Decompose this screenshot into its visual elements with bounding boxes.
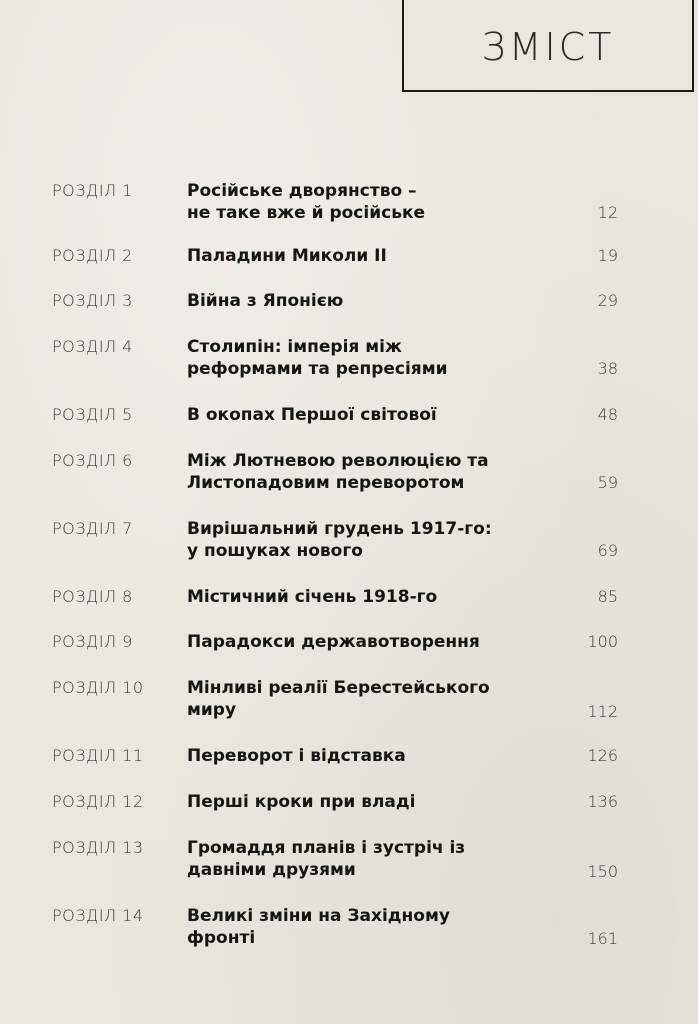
chapter-label: РОЗДІЛ 2 [52, 246, 133, 265]
chapter-title: Переворот і відставка [187, 746, 406, 766]
page-number: 29 [597, 291, 618, 310]
chapter-label: РОЗДІЛ 3 [52, 291, 133, 310]
page-number: 38 [597, 359, 618, 378]
chapter-label: РОЗДІЛ 9 [52, 632, 133, 651]
page-number: 100 [587, 632, 618, 651]
page-number: 59 [597, 473, 618, 492]
chapter-title: Перші кроки при владі [187, 792, 416, 812]
chapter-title: Столипін: імперія між реформами та репресіями [187, 337, 448, 379]
chapter-label: РОЗДІЛ 8 [52, 587, 133, 606]
chapter-title: Паладини Миколи ІІ [187, 246, 387, 266]
chapter-title: Містичний січень 1918-го [187, 587, 438, 607]
chapter-title: Російське дворянство – не таке вже й російське [187, 181, 426, 223]
chapter-label: РОЗДІЛ 6 [52, 451, 133, 470]
page-number: 48 [597, 405, 618, 424]
page-number: 69 [597, 541, 618, 560]
chapter-label: РОЗДІЛ 4 [52, 337, 133, 356]
chapter-title: Громаддя планів і зустріч із давніми друзями [187, 838, 466, 880]
chapter-label: РОЗДІЛ 11 [52, 746, 144, 765]
page-number: 161 [587, 929, 618, 948]
page-number: 150 [587, 862, 618, 881]
chapter-label: РОЗДІЛ 5 [52, 405, 133, 424]
page-number: 136 [587, 792, 618, 811]
chapter-label: РОЗДІЛ 10 [52, 678, 144, 697]
page-number: 19 [597, 246, 618, 265]
contents-title-box [402, 0, 694, 92]
page-number: 85 [597, 587, 618, 606]
page-number: 112 [587, 702, 618, 721]
page-number: 12 [597, 203, 618, 222]
chapter-title: Парадокси державотворення [187, 632, 480, 652]
chapter-label: РОЗДІЛ 1 [52, 181, 133, 200]
chapter-title: Війна з Японією [187, 291, 344, 311]
chapter-title: Великі зміни на Західному фронті [187, 906, 450, 948]
page-number: 126 [587, 746, 618, 765]
chapter-label: РОЗДІЛ 13 [52, 838, 144, 857]
chapter-title: Між Лютневою революцією та Листопадовим переворотом [187, 451, 489, 493]
chapter-title: В окопах Першої світової [187, 405, 437, 425]
chapter-title: Мінливі реалії Берестейського миру [187, 678, 490, 720]
chapter-label: РОЗДІЛ 14 [52, 906, 144, 925]
chapter-label: РОЗДІЛ 12 [52, 792, 144, 811]
page-title: ЗМІСТ [481, 25, 615, 69]
chapter-label: РОЗДІЛ 7 [52, 519, 133, 538]
chapter-title: Вирішальний грудень 1917-го: у пошуках нового [187, 519, 492, 561]
